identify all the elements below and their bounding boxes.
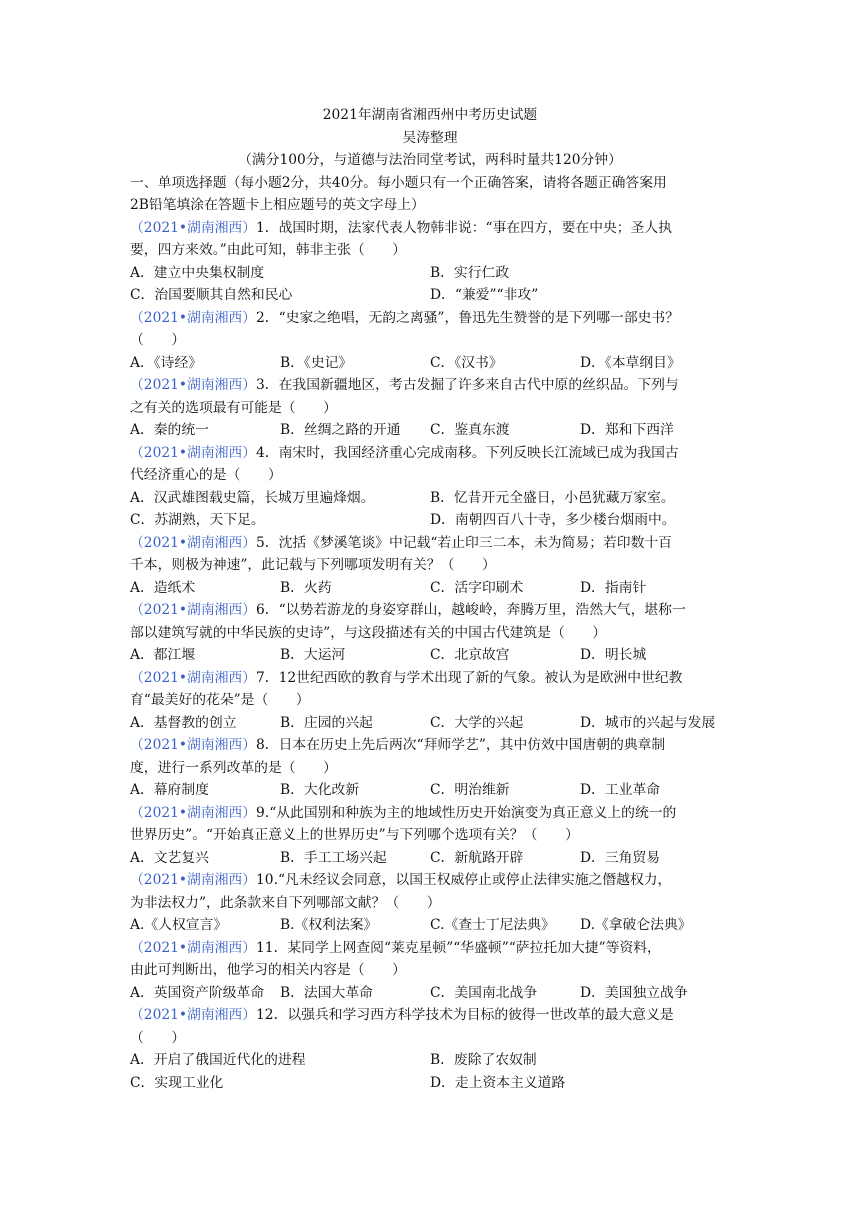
question-stem-text: 育“最美好的花朵”是（ ） (130, 692, 310, 708)
question-stem-text: 世界历史”。“开始真正意义上的世界历史”与下列哪个选项有关？（ ） (130, 827, 579, 843)
question-stem-line2 (130, 464, 730, 487)
question-stem-line2 (130, 397, 730, 420)
option-C[interactable]: C．治国要顺其自然和民心 (130, 287, 293, 303)
question-stem-line1 (130, 937, 730, 960)
question-stem-text: 千本，则极为神速”，此记载与下列哪项发明有关？（ ） (130, 557, 496, 573)
source-tag: （2021•湖南湘西） (130, 1007, 257, 1023)
option-B[interactable]: B．法国大革命 (280, 984, 373, 1001)
options-row (130, 577, 730, 600)
question-stem-text: 4．南宋时，我国经济重心完成南移。下列反映长江流域已成为我国古 (256, 444, 679, 461)
question-stem-line2 (130, 239, 730, 262)
question-stem-line1 (130, 442, 730, 465)
question-stem-line2 (130, 824, 730, 847)
question-stem-line1 (130, 374, 730, 397)
question-stem-line2 (130, 757, 730, 780)
options-row (130, 847, 730, 870)
question-stem-line1 (130, 869, 730, 892)
option-D[interactable]: D．明长城 (580, 647, 647, 663)
question-stem-line2 (130, 892, 730, 915)
question-stem-text: 9.“从此国别和种族为主的地域性历史开始演变为真正意义上的统一的 (256, 804, 677, 821)
option-D[interactable]: D．三角贸易 (580, 849, 661, 866)
option-D[interactable]: D．指南针 (580, 579, 647, 596)
question-stem-line2 (130, 1027, 730, 1050)
options-row (130, 419, 730, 442)
question-stem-text: 8．日本在历史上先后两次“拜师学艺”，其中仿效中国唐朝的典章制 (256, 737, 666, 753)
option-A[interactable]: A．秦的统一 (130, 422, 209, 438)
question-stem-line2 (130, 959, 730, 982)
question-7 (130, 667, 730, 735)
question-stem-text: 5．沈括《梦溪笔谈》中记载“若止印三二本，未为简易；若印数十百 (256, 534, 672, 551)
question-stem-line1 (130, 1004, 730, 1027)
question-5 (130, 532, 730, 600)
question-12 (130, 1004, 730, 1094)
question-10 (130, 869, 730, 937)
options-row (130, 644, 730, 667)
option-C[interactable]: C．活字印刷术 (430, 579, 524, 596)
question-stem-text: 11．某同学上网查阅“莱克星顿”“华盛顿”“萨拉托加大捷”等资料， (256, 939, 661, 956)
option-D[interactable]: D．“兼爱”“非攻” (430, 287, 539, 303)
question-1 (130, 217, 730, 307)
question-stem-line1 (130, 307, 730, 330)
option-A[interactable]: A．《诗经》 (130, 354, 203, 371)
option-C[interactable]: C．北京故宫 (430, 647, 510, 663)
option-B[interactable]: B．忆昔开元全盛日，小邑犹藏万家室。 (430, 489, 675, 506)
source-tag: （2021•湖南湘西） (130, 309, 257, 326)
source-tag: （2021•湖南湘西） (130, 602, 257, 618)
option-A[interactable]: A．建立中央集权制度 (130, 264, 265, 281)
question-stem-text: 10.“凡未经议会同意，以国王权威停止或停止法律实施之僭越权力， (256, 872, 672, 888)
question-stem-text: 要，四方来效。”由此可知，韩非主张（ ） (130, 242, 407, 258)
option-C[interactable]: C．苏湖熟，天下足。 (130, 512, 265, 528)
option-C[interactable]: C．实现工业化 (130, 1074, 224, 1091)
option-D[interactable]: D．走上资本主义道路 (430, 1074, 566, 1091)
option-A[interactable]: A．幕府制度 (130, 782, 209, 798)
option-B[interactable]: B．废除了农奴制 (430, 1052, 537, 1068)
option-C[interactable]: C．鉴真东渡 (430, 422, 510, 438)
option-A[interactable]: A．开启了俄国近代化的进程 (130, 1052, 306, 1068)
question-stem-text: 部以建筑写就的中华民族的史诗”，与这段描述有关的中国古代建筑是（ ） (130, 624, 607, 641)
option-A[interactable]: A．都江堰 (130, 647, 196, 663)
exam-content (130, 104, 730, 1094)
question-stem-line2 (130, 622, 730, 645)
option-C[interactable]: C．明治维新 (430, 782, 510, 798)
question-stem-text: 之有关的选项最有可能是（ ） (130, 399, 337, 416)
source-tag: （2021•湖南湘西） (130, 219, 257, 236)
question-stem-line1 (130, 734, 730, 757)
option-D[interactable]: D．郑和下西洋 (580, 422, 674, 438)
question-stem-line1 (130, 599, 730, 622)
source-tag: （2021•湖南湘西） (130, 444, 257, 461)
question-2 (130, 307, 730, 375)
source-tag: （2021•湖南湘西） (130, 377, 257, 393)
options-row (130, 914, 730, 937)
option-A[interactable]: A．基督教的创立 (130, 714, 237, 731)
options-row (130, 779, 730, 802)
question-stem-line2 (130, 329, 730, 352)
question-stem-text: 由此可判断出，他学习的相关内容是（ ） (130, 962, 406, 978)
option-A[interactable]: A.《人权宣言》 (130, 917, 228, 933)
source-tag: （2021•湖南湘西） (130, 669, 257, 686)
question-stem-line1 (130, 217, 730, 240)
question-6 (130, 599, 730, 667)
source-tag: （2021•湖南湘西） (130, 872, 257, 888)
source-tag: （2021•湖南湘西） (130, 804, 257, 821)
section-heading-line1: 一、单项选择题（每小题2分，共40分。每小题只有一个正确答案，请将各题正确答案用 (130, 174, 667, 191)
question-list (130, 217, 730, 1095)
options-row (130, 712, 730, 735)
option-D[interactable]: D．工业革命 (580, 782, 661, 798)
question-stem-line1 (130, 802, 730, 825)
option-B[interactable]: B．火药 (280, 579, 332, 596)
question-stem-line2 (130, 554, 730, 577)
question-stem-text: 3．在我国新疆地区，考古发掘了许多来自古代中原的丝织品。下列与 (256, 377, 679, 393)
option-B[interactable]: B．手工工场兴起 (280, 849, 387, 866)
option-D[interactable]: D．城市的兴起与发展 (580, 714, 716, 731)
editor-credit: 吴涛整理 (402, 129, 458, 146)
option-B[interactable]: B.《权利法案》 (280, 917, 378, 933)
question-stem-text: 代经济重心的是（ ） (130, 467, 282, 483)
option-D[interactable]: D．美国独立战争 (580, 984, 688, 1001)
options-row (130, 284, 730, 307)
option-C[interactable]: C．新航路开辟 (430, 849, 524, 866)
options-row (130, 509, 730, 532)
option-C[interactable]: C．美国南北战争 (430, 984, 538, 1001)
options-row (130, 1049, 730, 1072)
question-stem-text: 7．12世纪西欧的教育与学术出现了新的气象。被认为是欧洲中世纪教 (256, 669, 683, 686)
question-11 (130, 937, 730, 1005)
page-title: 2021年湖南省湘西州中考历史试题 (322, 107, 538, 123)
option-A[interactable]: A．造纸术 (130, 579, 196, 596)
option-B[interactable]: B．大化改新 (280, 782, 360, 798)
option-B[interactable]: B．实行仁政 (430, 264, 510, 281)
option-D[interactable]: D．南朝四百八十寺，多少楼台烟雨中。 (430, 512, 676, 528)
options-row (130, 1072, 730, 1095)
option-C[interactable]: C．《汉书》 (430, 354, 503, 371)
section-heading-line2: 2B铅笔填涂在答题卡上相应题号的英文字母上） (130, 197, 425, 213)
question-stem-text: 1．战国时期，法家代表人物韩非说：“事在四方，要在中央；圣人执 (256, 219, 672, 236)
source-tag: （2021•湖南湘西） (130, 534, 257, 551)
question-stem-line2 (130, 689, 730, 712)
question-stem-text: （ ） (130, 332, 186, 348)
option-B[interactable]: B．《史记》 (280, 354, 353, 371)
question-stem-line1 (130, 667, 730, 690)
option-D[interactable]: D.《拿破仑法典》 (580, 917, 692, 933)
option-C[interactable]: C.《查士丁尼法典》 (430, 917, 555, 933)
question-8 (130, 734, 730, 802)
options-row (130, 487, 730, 510)
option-B[interactable]: B．庄园的兴起 (280, 714, 373, 731)
option-A[interactable]: A．英国资产阶级革命 (130, 984, 265, 1001)
option-A[interactable]: A．文艺复兴 (130, 849, 209, 866)
question-3 (130, 374, 730, 442)
question-stem-line1 (130, 532, 730, 555)
options-row (130, 352, 730, 375)
option-A[interactable]: A．汉武雄图载史篇，长城万里遍烽烟。 (130, 489, 375, 506)
question-stem-text: 度，进行一系列改革的是（ ） (130, 759, 337, 776)
source-tag: （2021•湖南湘西） (130, 939, 257, 956)
question-4 (130, 442, 730, 532)
option-B[interactable]: B．大运河 (280, 647, 346, 663)
option-D[interactable]: D．《本草纲目》 (580, 354, 681, 371)
question-stem-text: 2．“史家之绝唱，无韵之离骚”，鲁迅先生赞誉的是下列哪一部史书？ (256, 309, 680, 326)
question-9 (130, 802, 730, 870)
option-C[interactable]: C．大学的兴起 (430, 714, 524, 731)
options-row (130, 982, 730, 1005)
exam-note: （满分100分，与道德与法治同堂考试，两科时量共120分钟） (238, 152, 622, 168)
question-stem-text: 6．“以势若游龙的身姿穿群山，越峻岭，奔腾万里，浩然大气，堪称一 (256, 602, 686, 618)
options-row (130, 262, 730, 285)
option-B[interactable]: B．丝绸之路的开通 (280, 422, 401, 438)
question-stem-text: 12．以强兵和学习西方科学技术为目标的彼得一世改革的最大意义是 (256, 1007, 674, 1023)
question-stem-text: （ ） (130, 1029, 186, 1046)
question-stem-text: 为非法权力”，此条款来自下列哪部文献？（ ） (130, 894, 441, 911)
source-tag: （2021•湖南湘西） (130, 737, 257, 753)
